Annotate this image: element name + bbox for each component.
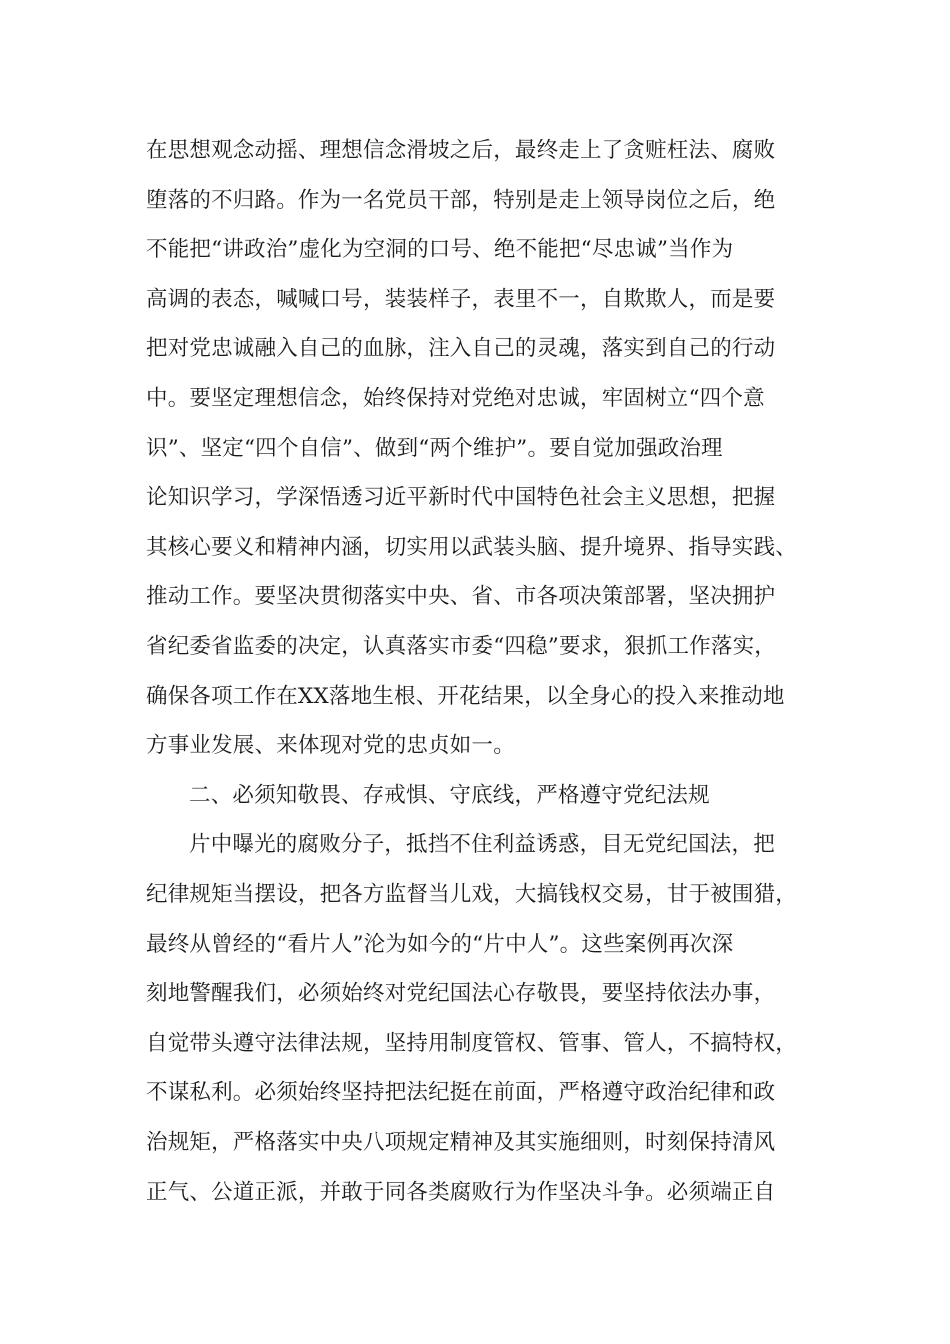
text-line: 确保各项工作在XX落地生根、开花结果，以全身心的投入来推动地 — [146, 683, 785, 709]
text-line: 中。要坚定理想信念，始终保持对党绝对忠诚，牢固树立“四个意 — [146, 386, 765, 411]
text-line: 推动工作。要坚决贯彻落实中央、省、市各项决策部署，坚决拥护 — [146, 584, 776, 610]
text-line: 纪律规矩当摆设，把各方监督当儿戏，大搞钱权交易，甘于被围猎， — [146, 882, 798, 907]
text-line: 片中曝光的腐败分子，抵挡不住利益诱惑，目无党纪国法，把 — [189, 832, 775, 858]
text-line: 把对党忠诚融入自己的血脉，注入自己的灵魂，落实到自己的行动 — [146, 336, 776, 362]
text-line: 省纪委省监委的决定，认真落实市委“四稳”要求，狠抓工作落实， — [146, 634, 776, 659]
text-line: 正气、公道正派，并敢于同各类腐败行为作坚决斗争。必须端正自 — [146, 1179, 776, 1205]
text-line: 高调的表态，喊喊口号，装装样子，表里不一，自欺欺人，而是要 — [146, 286, 776, 312]
text-line: 在思想观念动摇、理想信念滑坡之后，最终走上了贪赃枉法、腐败 — [146, 138, 776, 163]
text-line: 其核心要义和精神内涵，切实用以武装头脑、提升境界、指导实践、 — [146, 534, 798, 560]
text-line: 论知识学习，学深悟透习近平新时代中国特色社会主义思想，把握 — [146, 485, 776, 511]
text-line: 不能把“讲政治”虚化为空洞的口号、绝不能把“尽忠诚”当作为 — [146, 237, 734, 263]
section-heading: 二、必须知敬畏、存戒惧、守底线，严格遵守党纪法规 — [189, 782, 710, 808]
text-line: 堕落的不归路。作为一名党员干部，特别是走上领导岗位之后，绝 — [146, 187, 776, 213]
text-line: 自觉带头遵守法律法规，坚持用制度管权、管事、管人，不搞特权， — [146, 1030, 798, 1056]
text-line: 识”、坚定“四个自信”、做到“两个维护”。要自觉加强政治理 — [146, 435, 723, 461]
text-line: 最终从曾经的“看片人”沦为如今的“片中人”。这些案例再次深 — [146, 931, 734, 957]
text-line: 不谋私利。必须始终坚持把法纪挺在前面，严格遵守政治纪律和政 — [146, 1080, 776, 1106]
text-line: 治规矩，严格落实中央八项规定精神及其实施细则，时刻保持清风 — [146, 1130, 776, 1155]
text-line: 刻地警醒我们，必须始终对党纪国法心存敬畏，要坚持依法办事， — [146, 981, 776, 1007]
text-line: 方事业发展、来体现对党的忠贞如一。 — [146, 733, 515, 759]
